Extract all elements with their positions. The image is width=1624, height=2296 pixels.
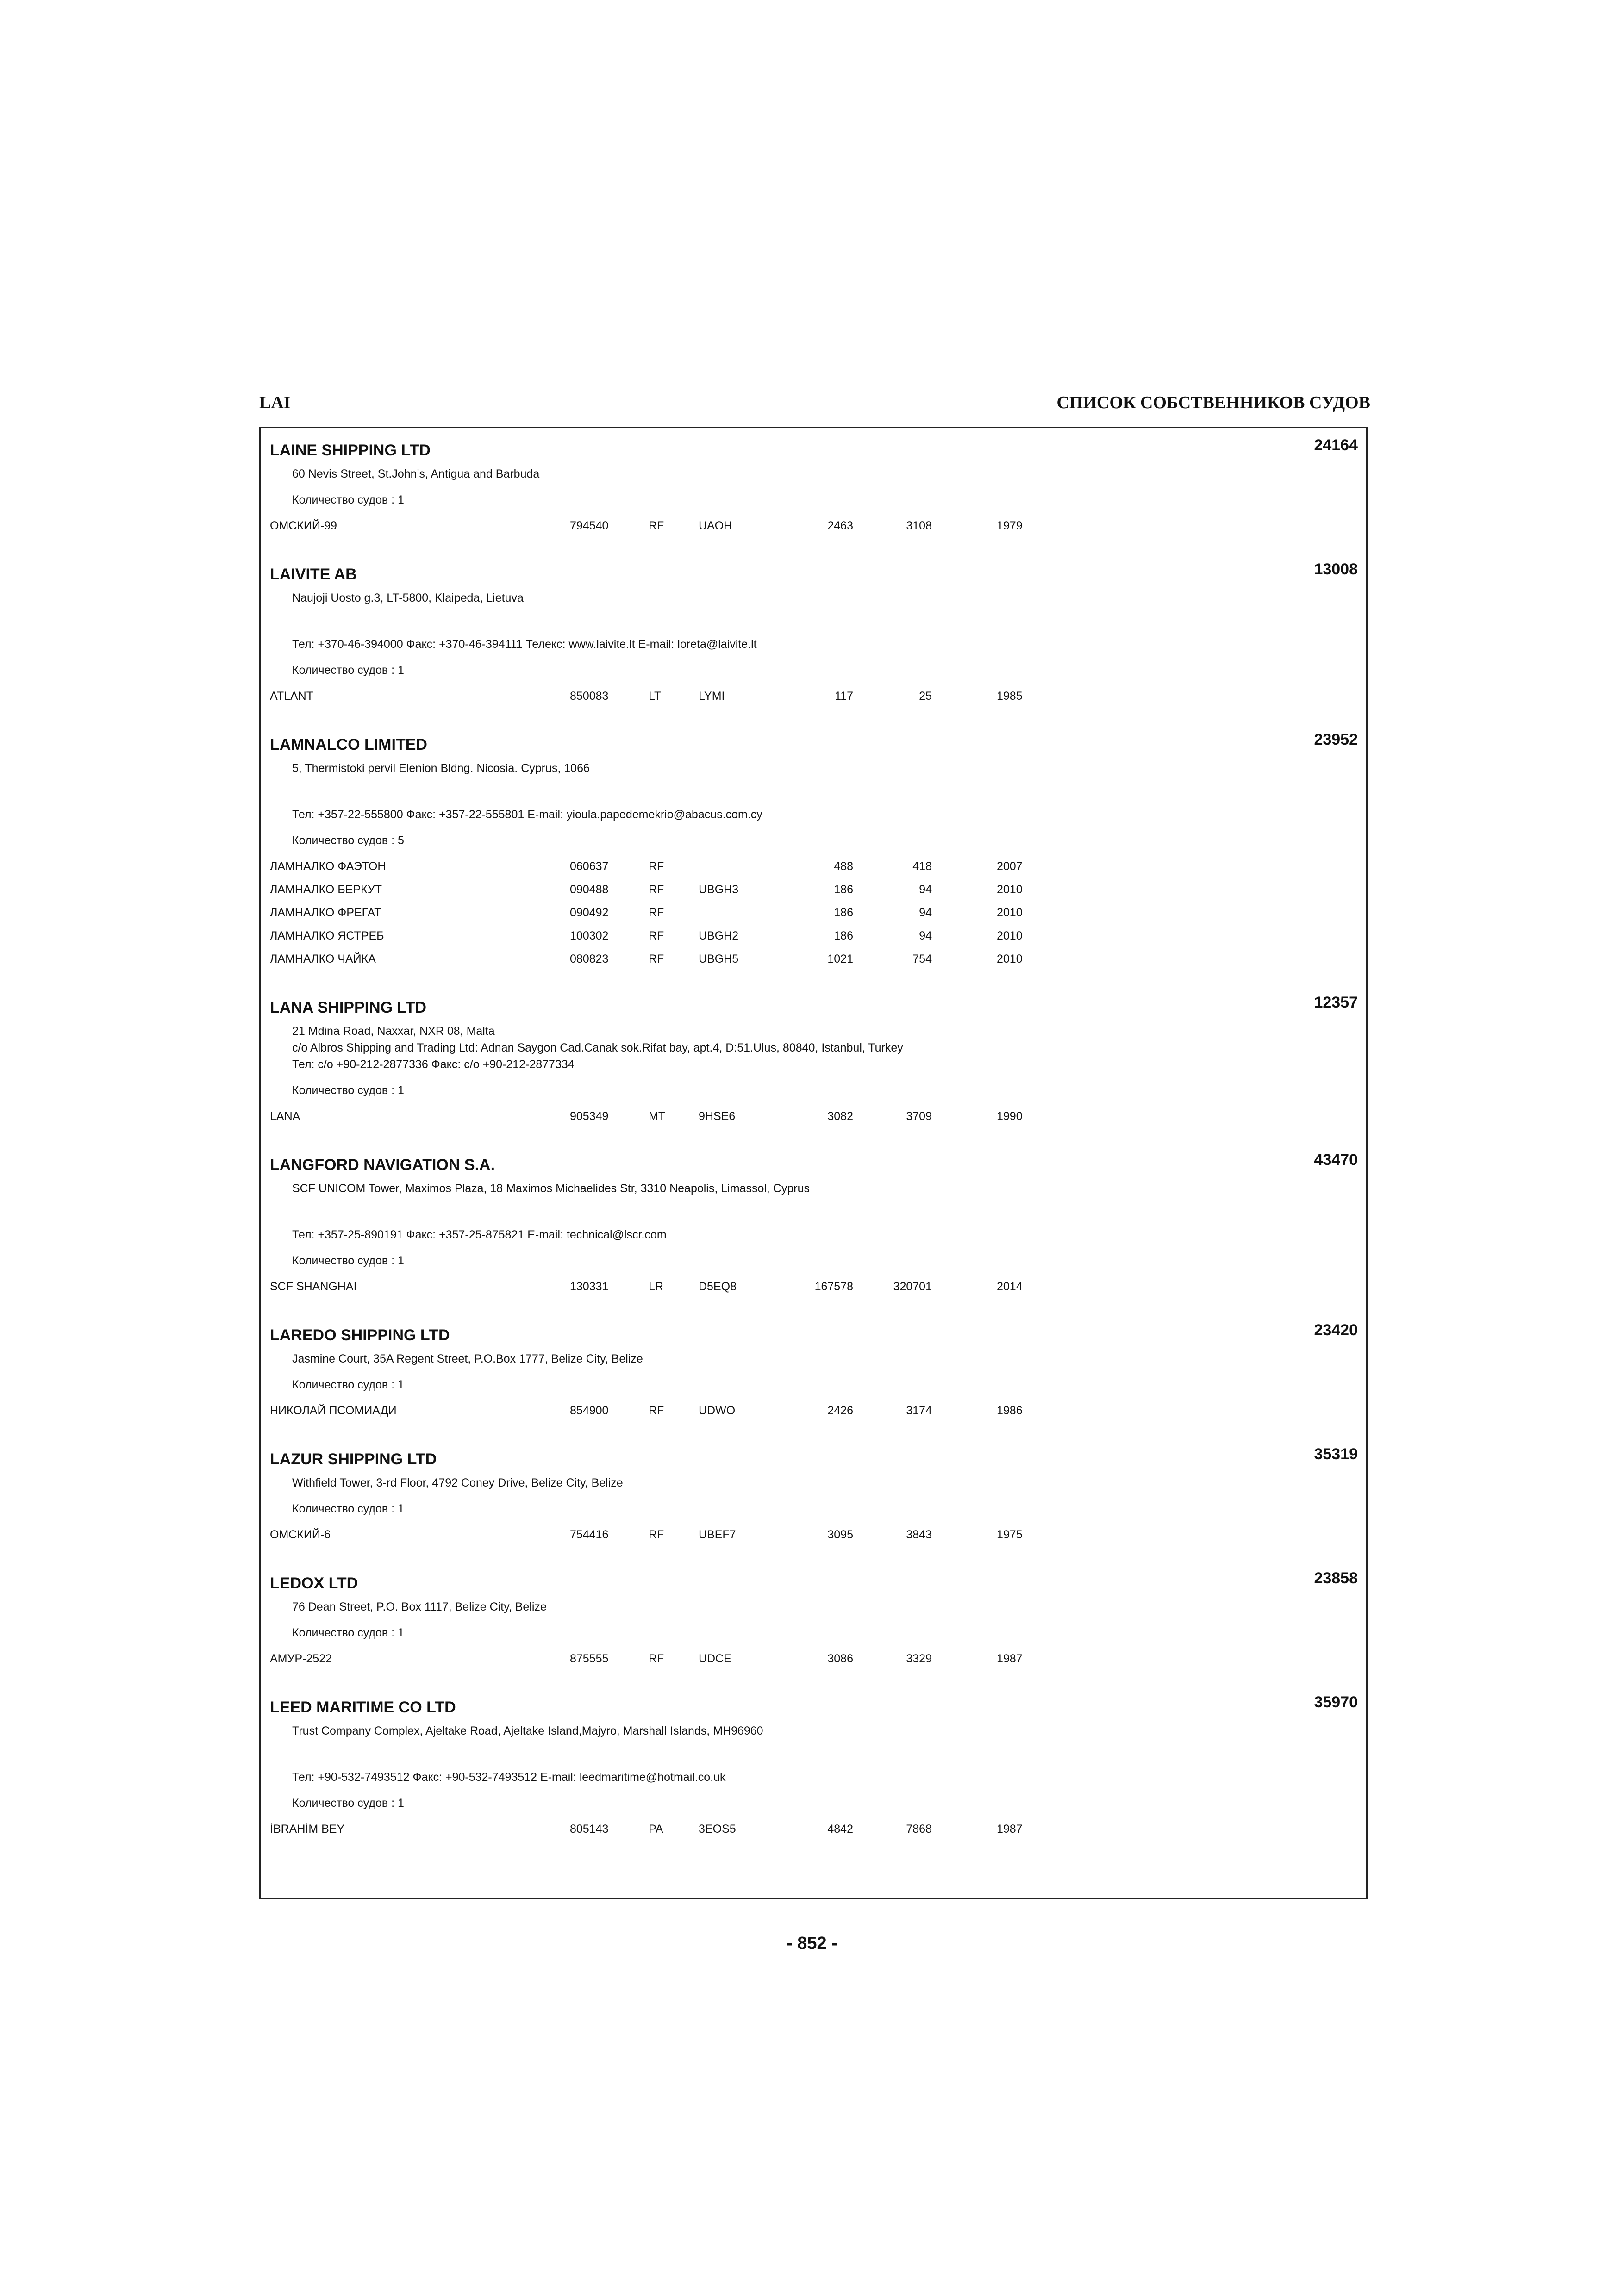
company-address: 5, Thermistoki pervil Elenion Bldng. Nicosia. Cyprus, 1066 — [292, 762, 590, 775]
owner-entry — [270, 1693, 1358, 1844]
ship-gross-tonnage: 3082 — [827, 1110, 853, 1123]
ship-year: 1986 — [997, 1404, 1023, 1417]
company-address: Withfield Tower, 3-rd Floor, 4792 Coney Drive, Belize City, Belize — [292, 1476, 623, 1489]
owner-entry — [270, 731, 1358, 974]
ship-year: 1985 — [997, 690, 1023, 703]
spacer — [270, 786, 1358, 807]
ship-year: 2007 — [997, 860, 1023, 873]
company-address: 21 Mdina Road, Naxxar, NXR 08, Malta — [292, 1025, 495, 1038]
owner-id: 13008 — [1314, 560, 1358, 578]
ship-year: 1987 — [997, 1823, 1023, 1836]
ship-flag: RF — [649, 883, 664, 896]
ship-number: 854900 — [570, 1404, 609, 1417]
ship-count: Количество судов : 1 — [292, 664, 404, 677]
page-number: - 852 - — [787, 1934, 837, 1953]
ship-year: 2010 — [997, 929, 1023, 942]
company-address: 60 Nevis Street, St.John's, Antigua and Barbuda — [292, 467, 540, 480]
ship-flag: RF — [649, 929, 664, 942]
ship-deadweight: 94 — [919, 883, 932, 896]
ship-deadweight: 3108 — [906, 519, 932, 532]
ship-name: İBRAHİM BEY — [270, 1823, 345, 1836]
ship-name: ЛАМНАЛКО ФАЭТОН — [270, 860, 386, 873]
ship-gross-tonnage: 186 — [834, 906, 853, 919]
ship-callsign: LYMI — [699, 690, 725, 703]
ship-number: 805143 — [570, 1823, 609, 1836]
ship-name: SCF SHANGHAI — [270, 1280, 357, 1293]
ship-gross-tonnage: 186 — [834, 883, 853, 896]
ship-gross-tonnage: 2426 — [827, 1404, 853, 1417]
ship-deadweight: 320701 — [893, 1280, 932, 1293]
ship-row — [270, 859, 1358, 882]
ship-callsign: UBEF7 — [699, 1528, 736, 1541]
ship-flag: RF — [649, 860, 664, 873]
ship-deadweight: 7868 — [906, 1823, 932, 1836]
header-title: СПИСОК СОБСТВЕННИКОВ СУДОВ — [1056, 393, 1370, 412]
ship-count: Количество судов : 1 — [292, 1626, 404, 1639]
ship-number: 794540 — [570, 519, 609, 532]
entries-list — [270, 436, 1358, 1867]
company-contact: Тел: +90-532-7493512 Факс: +90-532-7493512 E-mail: leedmaritime@hotmail.co.uk — [292, 1771, 726, 1784]
ship-deadweight: 25 — [919, 690, 932, 703]
ship-flag: RF — [649, 1652, 664, 1665]
company-name: LANGFORD NAVIGATION S.A. — [270, 1156, 495, 1174]
ship-row — [270, 882, 1358, 905]
owner-entry — [270, 1445, 1358, 1550]
company-name: LAREDO SHIPPING LTD — [270, 1326, 450, 1344]
ship-name: ОМСКИЙ-99 — [270, 519, 337, 532]
owner-id: 43470 — [1314, 1151, 1358, 1169]
company-name: LANA SHIPPING LTD — [270, 999, 427, 1016]
ship-count: Количество судов : 1 — [292, 493, 404, 506]
ship-count: Количество судов : 1 — [292, 1378, 404, 1391]
company-name: LAIVITE AB — [270, 566, 357, 583]
ship-year: 2010 — [997, 952, 1023, 965]
ship-callsign: UDCE — [699, 1652, 731, 1665]
ship-name: LANA — [270, 1110, 300, 1123]
ship-count: Количество судов : 1 — [292, 1254, 404, 1267]
ship-gross-tonnage: 2463 — [827, 519, 853, 532]
ship-name: ЛАМНАЛКО ФРЕГАТ — [270, 906, 381, 919]
owner-id: 24164 — [1314, 436, 1358, 454]
owner-id: 23420 — [1314, 1321, 1358, 1339]
header-section-code: LAI — [259, 393, 291, 412]
ship-row — [270, 1403, 1358, 1426]
company-address: Jasmine Court, 35A Regent Street, P.O.Box 1777, Belize City, Belize — [292, 1352, 643, 1365]
ship-deadweight: 3174 — [906, 1404, 932, 1417]
company-contact: Тел: c/o +90-212-2877336 Факс: c/o +90-212-2877334 — [292, 1058, 575, 1071]
ship-count: Количество судов : 1 — [292, 1084, 404, 1097]
ship-count: Количество судов : 1 — [292, 1502, 404, 1515]
ship-number: 090492 — [570, 906, 609, 919]
ship-flag: MT — [649, 1110, 666, 1123]
ship-callsign: UBGH3 — [699, 883, 739, 896]
company-contact: Тел: +370-46-394000 Факс: +370-46-394111 Телекс: www.laivite.lt E-mail: loreta@laivite.lt — [292, 638, 757, 651]
ship-name: АМУР-2522 — [270, 1652, 332, 1665]
ship-row — [270, 905, 1358, 928]
company-name: LAMNALCO LIMITED — [270, 736, 427, 753]
company-name: LEED MARITIME CO LTD — [270, 1699, 456, 1716]
company-address: SCF UNICOM Tower, Maximos Plaza, 18 Maximos Michaelides Str, 3310 Neapolis, Limassol, Cyprus — [292, 1182, 810, 1195]
ship-gross-tonnage: 186 — [834, 929, 853, 942]
spacer — [270, 1749, 1358, 1769]
ship-number: 754416 — [570, 1528, 609, 1541]
owner-id: 23858 — [1314, 1569, 1358, 1587]
ship-year: 1987 — [997, 1652, 1023, 1665]
owner-id: 12357 — [1314, 994, 1358, 1011]
owner-entry — [270, 560, 1358, 711]
company-contact: Тел: +357-22-555800 Факс: +357-22-555801 E-mail: yioula.papedemekrio@abacus.com.cy — [292, 808, 762, 821]
ship-callsign: 3EOS5 — [699, 1823, 736, 1836]
owner-entry — [270, 1151, 1358, 1302]
ship-year: 1990 — [997, 1110, 1023, 1123]
ship-flag: RF — [649, 1528, 664, 1541]
ship-year: 1975 — [997, 1528, 1023, 1541]
ship-deadweight: 94 — [919, 929, 932, 942]
page-header — [259, 392, 1370, 418]
company-address-secondary: c/o Albros Shipping and Trading Ltd: Adnan Saygon Cad.Canak sok.Rifat bay, apt.4, D:51.Ulus, 80840, Istanbul, Turkey — [292, 1041, 903, 1054]
company-name: LAINE SHIPPING LTD — [270, 442, 431, 459]
company-address: Trust Company Complex, Ajeltake Road, Ajeltake Island,Majyro, Marshall Islands, MH96960 — [292, 1724, 763, 1737]
ship-row — [270, 1108, 1358, 1132]
ship-year: 2010 — [997, 883, 1023, 896]
ship-number: 090488 — [570, 883, 609, 896]
ship-row — [270, 1821, 1358, 1844]
owner-entry — [270, 1321, 1358, 1426]
spacer — [270, 616, 1358, 636]
owner-id: 35970 — [1314, 1693, 1358, 1711]
ship-row — [270, 1527, 1358, 1550]
ship-name: НИКОЛАЙ ПСОМИАДИ — [270, 1404, 397, 1417]
ship-number: 080823 — [570, 952, 609, 965]
ship-number: 850083 — [570, 690, 609, 703]
ship-flag: RF — [649, 952, 664, 965]
ship-count: Количество судов : 5 — [292, 834, 404, 847]
owner-id: 35319 — [1314, 1445, 1358, 1463]
ship-flag: LR — [649, 1280, 663, 1293]
ship-row — [270, 951, 1358, 974]
company-name: LEDOX LTD — [270, 1574, 358, 1592]
ship-gross-tonnage: 4842 — [827, 1823, 853, 1836]
ship-deadweight: 94 — [919, 906, 932, 919]
ship-number: 100302 — [570, 929, 609, 942]
ship-callsign: UBGH2 — [699, 929, 739, 942]
ship-gross-tonnage: 167578 — [814, 1280, 853, 1293]
ship-flag: LT — [649, 690, 662, 703]
ship-count: Количество судов : 1 — [292, 1797, 404, 1810]
ship-flag: RF — [649, 519, 664, 532]
ship-callsign: UAOH — [699, 519, 732, 532]
spacer — [270, 1207, 1358, 1227]
company-name: LAZUR SHIPPING LTD — [270, 1450, 437, 1468]
ship-flag: RF — [649, 1404, 664, 1417]
ship-name: ОМСКИЙ-6 — [270, 1528, 331, 1541]
ship-year: 2010 — [997, 906, 1023, 919]
ship-name: ATLANT — [270, 690, 313, 703]
ship-name: ЛАМНАЛКО БЕРКУТ — [270, 883, 382, 896]
ship-callsign: UDWO — [699, 1404, 736, 1417]
company-contact: Тел: +357-25-890191 Факс: +357-25-875821 E-mail: technical@lscr.com — [292, 1228, 667, 1241]
ship-row — [270, 1279, 1358, 1302]
ship-year: 2014 — [997, 1280, 1023, 1293]
ship-deadweight: 754 — [912, 952, 932, 965]
company-address: Naujoji Uosto g.3, LT-5800, Klaipeda, Lietuva — [292, 591, 524, 604]
ship-name: ЛАМНАЛКО ЧАЙКА — [270, 952, 376, 965]
ship-row — [270, 518, 1358, 541]
ship-row — [270, 1651, 1358, 1674]
owner-entry — [270, 1569, 1358, 1674]
registry-frame — [259, 427, 1368, 1899]
ship-deadweight: 3709 — [906, 1110, 932, 1123]
company-address: 76 Dean Street, P.O. Box 1117, Belize City, Belize — [292, 1600, 547, 1613]
ship-row — [270, 928, 1358, 951]
ship-gross-tonnage: 488 — [834, 860, 853, 873]
ship-flag: PA — [649, 1823, 663, 1836]
ship-number: 905349 — [570, 1110, 609, 1123]
ship-name: ЛАМНАЛКО ЯСТРЕБ — [270, 929, 384, 942]
ship-callsign: 9HSE6 — [699, 1110, 736, 1123]
ship-flag: RF — [649, 906, 664, 919]
ship-gross-tonnage: 117 — [835, 690, 853, 703]
ship-number: 875555 — [570, 1652, 609, 1665]
ship-callsign: UBGH5 — [699, 952, 739, 965]
ship-gross-tonnage: 3086 — [827, 1652, 853, 1665]
ship-deadweight: 418 — [912, 860, 932, 873]
ship-deadweight: 3843 — [906, 1528, 932, 1541]
ship-gross-tonnage: 3095 — [827, 1528, 853, 1541]
ship-deadweight: 3329 — [906, 1652, 932, 1665]
ship-number: 060637 — [570, 860, 609, 873]
ship-row — [270, 688, 1358, 711]
ship-year: 1979 — [997, 519, 1023, 532]
owner-entry — [270, 994, 1358, 1132]
ship-gross-tonnage: 1021 — [827, 952, 853, 965]
owner-entry — [270, 436, 1358, 541]
ship-callsign: D5EQ8 — [699, 1280, 737, 1293]
owner-id: 23952 — [1314, 731, 1358, 748]
ship-number: 130331 — [570, 1280, 609, 1293]
